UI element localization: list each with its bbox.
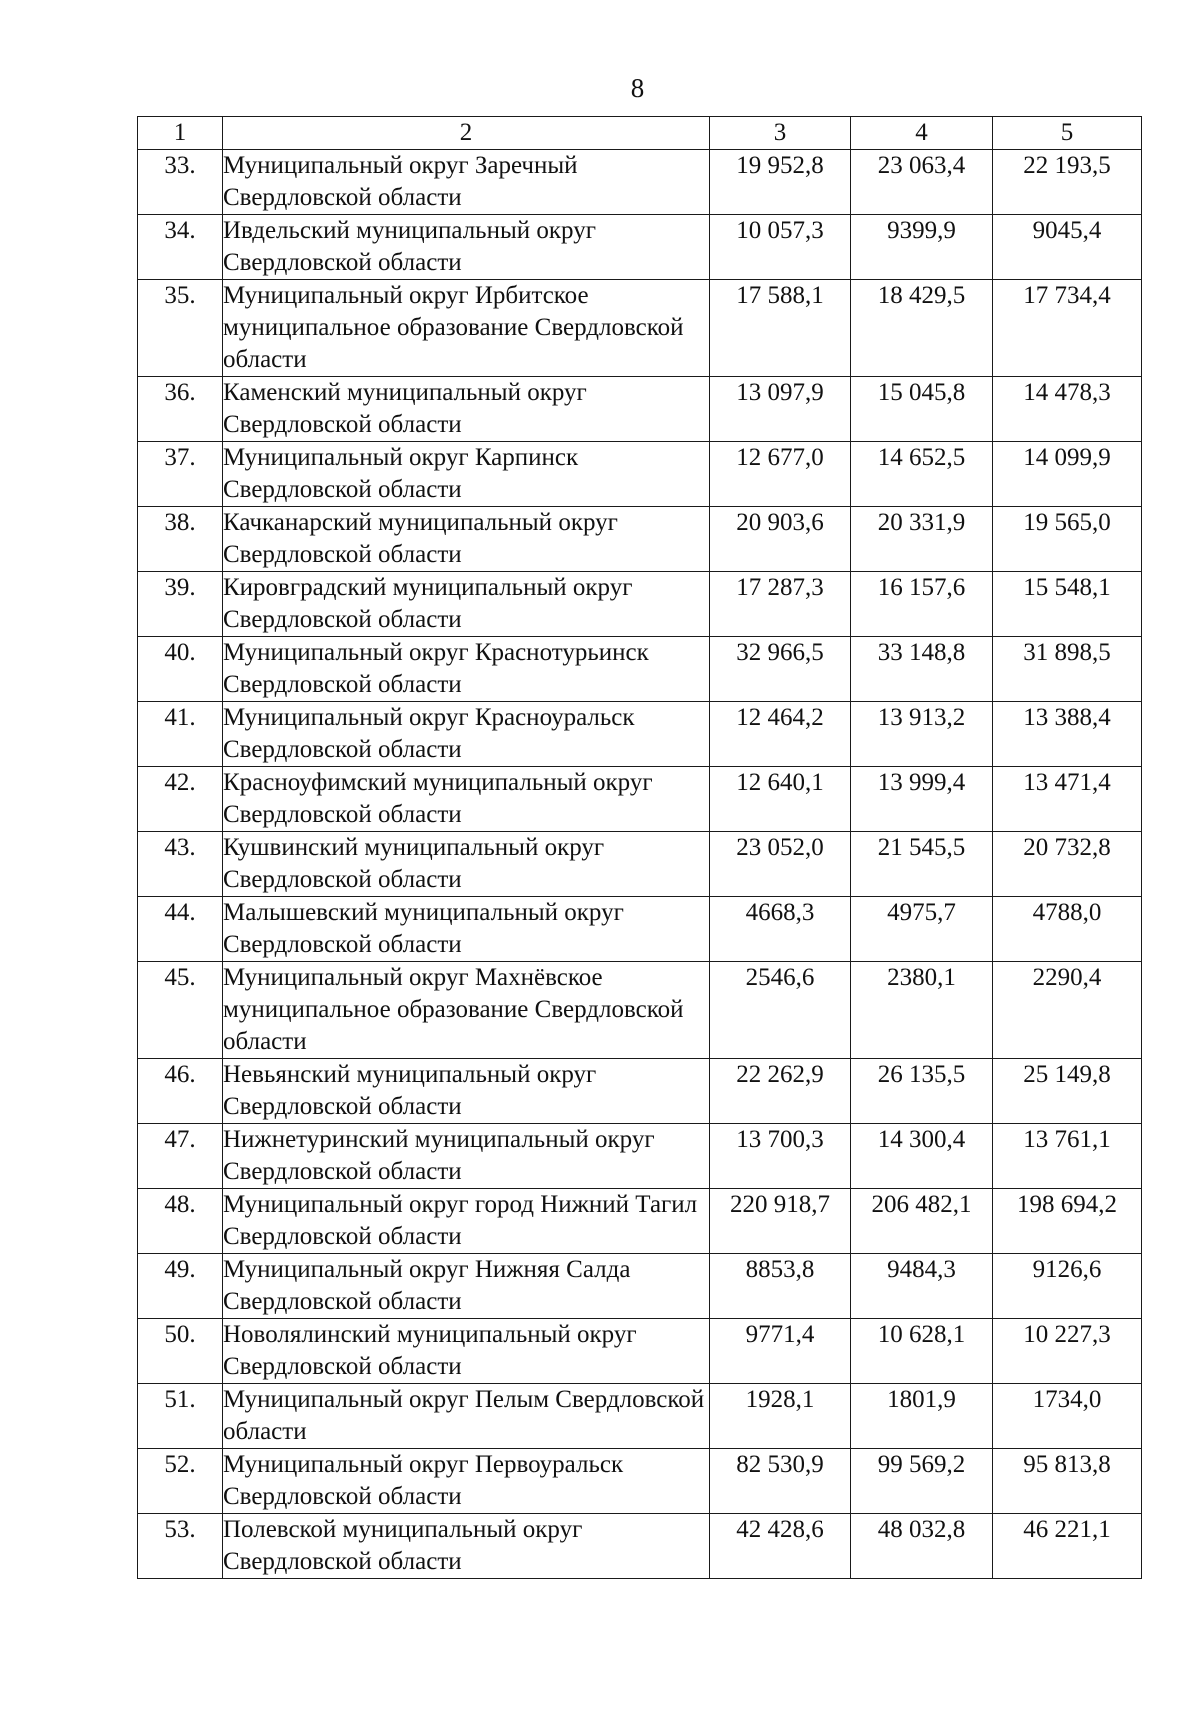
value-col5-cell: 20 732,8 bbox=[993, 832, 1142, 897]
row-number-cell: 39. bbox=[138, 572, 223, 637]
value-col5-cell: 1734,0 bbox=[993, 1384, 1142, 1449]
row-number-cell: 53. bbox=[138, 1514, 223, 1579]
table-row bbox=[138, 377, 1142, 442]
row-number-cell: 36. bbox=[138, 377, 223, 442]
row-number-cell: 49. bbox=[138, 1254, 223, 1319]
table-row bbox=[138, 572, 1142, 637]
value-col3-cell: 12 464,2 bbox=[710, 702, 851, 767]
value-col3-cell: 32 966,5 bbox=[710, 637, 851, 702]
value-col4-cell: 99 569,2 bbox=[851, 1449, 993, 1514]
header-cell-3: 3 bbox=[710, 117, 851, 150]
value-col4-cell: 9484,3 bbox=[851, 1254, 993, 1319]
municipality-name-cell: Муниципальный округ Краснотурьинск Свердловской области bbox=[223, 637, 710, 702]
value-col5-cell: 25 149,8 bbox=[993, 1059, 1142, 1124]
row-number-cell: 40. bbox=[138, 637, 223, 702]
value-col4-cell: 10 628,1 bbox=[851, 1319, 993, 1384]
row-number-cell: 46. bbox=[138, 1059, 223, 1124]
municipality-name-cell: Кушвинский муниципальный округ Свердловской области bbox=[223, 832, 710, 897]
table-row bbox=[138, 1189, 1142, 1254]
value-col3-cell: 82 530,9 bbox=[710, 1449, 851, 1514]
value-col5-cell: 9126,6 bbox=[993, 1254, 1142, 1319]
value-col4-cell: 4975,7 bbox=[851, 897, 993, 962]
value-col3-cell: 8853,8 bbox=[710, 1254, 851, 1319]
value-col4-cell: 18 429,5 bbox=[851, 280, 993, 377]
value-col5-cell: 4788,0 bbox=[993, 897, 1142, 962]
table-row bbox=[138, 280, 1142, 377]
municipality-name-cell: Муниципальный округ Карпинск Свердловской области bbox=[223, 442, 710, 507]
value-col4-cell: 13 913,2 bbox=[851, 702, 993, 767]
page-number: 8 bbox=[630, 73, 645, 103]
value-col5-cell: 13 761,1 bbox=[993, 1124, 1142, 1189]
table-row bbox=[138, 1449, 1142, 1514]
row-number-cell: 44. bbox=[138, 897, 223, 962]
table-row bbox=[138, 832, 1142, 897]
table-row bbox=[138, 215, 1142, 280]
row-number-cell: 37. bbox=[138, 442, 223, 507]
table-row bbox=[138, 442, 1142, 507]
value-col5-cell: 95 813,8 bbox=[993, 1449, 1142, 1514]
value-col4-cell: 20 331,9 bbox=[851, 507, 993, 572]
table-row bbox=[138, 150, 1142, 215]
municipality-name-cell: Муниципальный округ город Нижний Тагил Свердловской области bbox=[223, 1189, 710, 1254]
value-col4-cell: 2380,1 bbox=[851, 962, 993, 1059]
municipality-name-cell: Качканарский муниципальный округ Свердловской области bbox=[223, 507, 710, 572]
value-col3-cell: 23 052,0 bbox=[710, 832, 851, 897]
header-cell-1: 1 bbox=[138, 117, 223, 150]
municipality-name-cell: Муниципальный округ Заречный Свердловской области bbox=[223, 150, 710, 215]
header-cell-4: 4 bbox=[851, 117, 993, 150]
value-col5-cell: 17 734,4 bbox=[993, 280, 1142, 377]
value-col4-cell: 15 045,8 bbox=[851, 377, 993, 442]
table-row bbox=[138, 1124, 1142, 1189]
table-row bbox=[138, 1514, 1142, 1579]
value-col4-cell: 21 545,5 bbox=[851, 832, 993, 897]
data-table bbox=[137, 116, 1142, 1579]
row-number-cell: 47. bbox=[138, 1124, 223, 1189]
value-col5-cell: 14 099,9 bbox=[993, 442, 1142, 507]
value-col3-cell: 4668,3 bbox=[710, 897, 851, 962]
table-row bbox=[138, 1059, 1142, 1124]
table-body bbox=[138, 117, 1142, 1579]
value-col3-cell: 19 952,8 bbox=[710, 150, 851, 215]
municipality-name-cell: Муниципальный округ Ирбитское муниципальное образование Свердловской области bbox=[223, 280, 710, 377]
value-col4-cell: 13 999,4 bbox=[851, 767, 993, 832]
value-col3-cell: 20 903,6 bbox=[710, 507, 851, 572]
value-col4-cell: 14 300,4 bbox=[851, 1124, 993, 1189]
value-col5-cell: 2290,4 bbox=[993, 962, 1142, 1059]
municipality-name-cell: Невьянский муниципальный округ Свердловской области bbox=[223, 1059, 710, 1124]
row-number-cell: 42. bbox=[138, 767, 223, 832]
table-header-row bbox=[138, 117, 1142, 150]
value-col4-cell: 26 135,5 bbox=[851, 1059, 993, 1124]
municipality-name-cell: Полевской муниципальный округ Свердловской области bbox=[223, 1514, 710, 1579]
header-cell-2: 2 bbox=[223, 117, 710, 150]
value-col3-cell: 17 588,1 bbox=[710, 280, 851, 377]
table-row bbox=[138, 1254, 1142, 1319]
row-number-cell: 34. bbox=[138, 215, 223, 280]
value-col3-cell: 2546,6 bbox=[710, 962, 851, 1059]
municipality-name-cell: Малышевский муниципальный округ Свердловской области bbox=[223, 897, 710, 962]
row-number-cell: 41. bbox=[138, 702, 223, 767]
value-col4-cell: 48 032,8 bbox=[851, 1514, 993, 1579]
value-col5-cell: 13 471,4 bbox=[993, 767, 1142, 832]
value-col3-cell: 22 262,9 bbox=[710, 1059, 851, 1124]
row-number-cell: 43. bbox=[138, 832, 223, 897]
municipality-name-cell: Каменский муниципальный округ Свердловской области bbox=[223, 377, 710, 442]
value-col4-cell: 14 652,5 bbox=[851, 442, 993, 507]
row-number-cell: 45. bbox=[138, 962, 223, 1059]
row-number-cell: 35. bbox=[138, 280, 223, 377]
value-col5-cell: 46 221,1 bbox=[993, 1514, 1142, 1579]
row-number-cell: 38. bbox=[138, 507, 223, 572]
row-number-cell: 48. bbox=[138, 1189, 223, 1254]
value-col3-cell: 42 428,6 bbox=[710, 1514, 851, 1579]
value-col5-cell: 198 694,2 bbox=[993, 1189, 1142, 1254]
value-col3-cell: 13 700,3 bbox=[710, 1124, 851, 1189]
value-col3-cell: 10 057,3 bbox=[710, 215, 851, 280]
table-row bbox=[138, 962, 1142, 1059]
value-col5-cell: 13 388,4 bbox=[993, 702, 1142, 767]
value-col5-cell: 14 478,3 bbox=[993, 377, 1142, 442]
municipality-name-cell: Красноуфимский муниципальный округ Свердловской области bbox=[223, 767, 710, 832]
value-col4-cell: 33 148,8 bbox=[851, 637, 993, 702]
municipality-name-cell: Муниципальный округ Нижняя Салда Свердловской области bbox=[223, 1254, 710, 1319]
table-row bbox=[138, 702, 1142, 767]
value-col5-cell: 10 227,3 bbox=[993, 1319, 1142, 1384]
table-row bbox=[138, 767, 1142, 832]
row-number-cell: 51. bbox=[138, 1384, 223, 1449]
value-col3-cell: 12 640,1 bbox=[710, 767, 851, 832]
table-row bbox=[138, 897, 1142, 962]
value-col3-cell: 1928,1 bbox=[710, 1384, 851, 1449]
value-col3-cell: 12 677,0 bbox=[710, 442, 851, 507]
value-col5-cell: 15 548,1 bbox=[993, 572, 1142, 637]
municipality-name-cell: Нижнетуринский муниципальный округ Свердловской области bbox=[223, 1124, 710, 1189]
value-col5-cell: 22 193,5 bbox=[993, 150, 1142, 215]
value-col4-cell: 206 482,1 bbox=[851, 1189, 993, 1254]
value-col4-cell: 23 063,4 bbox=[851, 150, 993, 215]
value-col3-cell: 9771,4 bbox=[710, 1319, 851, 1384]
table-row bbox=[138, 1384, 1142, 1449]
table-row bbox=[138, 507, 1142, 572]
value-col4-cell: 1801,9 bbox=[851, 1384, 993, 1449]
row-number-cell: 52. bbox=[138, 1449, 223, 1514]
value-col4-cell: 9399,9 bbox=[851, 215, 993, 280]
row-number-cell: 33. bbox=[138, 150, 223, 215]
value-col4-cell: 16 157,6 bbox=[851, 572, 993, 637]
value-col3-cell: 220 918,7 bbox=[710, 1189, 851, 1254]
municipality-name-cell: Муниципальный округ Первоуральск Свердловской области bbox=[223, 1449, 710, 1514]
header-cell-5: 5 bbox=[993, 117, 1142, 150]
municipality-name-cell: Ивдельский муниципальный округ Свердловской области bbox=[223, 215, 710, 280]
table-row bbox=[138, 1319, 1142, 1384]
value-col3-cell: 13 097,9 bbox=[710, 377, 851, 442]
value-col3-cell: 17 287,3 bbox=[710, 572, 851, 637]
municipality-name-cell: Муниципальный округ Пелым Свердловской области bbox=[223, 1384, 710, 1449]
table-row bbox=[138, 637, 1142, 702]
municipality-name-cell: Новолялинский муниципальный округ Свердловской области bbox=[223, 1319, 710, 1384]
municipality-name-cell: Кировградский муниципальный округ Свердловской области bbox=[223, 572, 710, 637]
value-col5-cell: 19 565,0 bbox=[993, 507, 1142, 572]
value-col5-cell: 31 898,5 bbox=[993, 637, 1142, 702]
municipality-name-cell: Муниципальный округ Махнёвское муниципальное образование Свердловской области bbox=[223, 962, 710, 1059]
municipality-name-cell: Муниципальный округ Красноуральск Свердловской области bbox=[223, 702, 710, 767]
row-number-cell: 50. bbox=[138, 1319, 223, 1384]
value-col5-cell: 9045,4 bbox=[993, 215, 1142, 280]
